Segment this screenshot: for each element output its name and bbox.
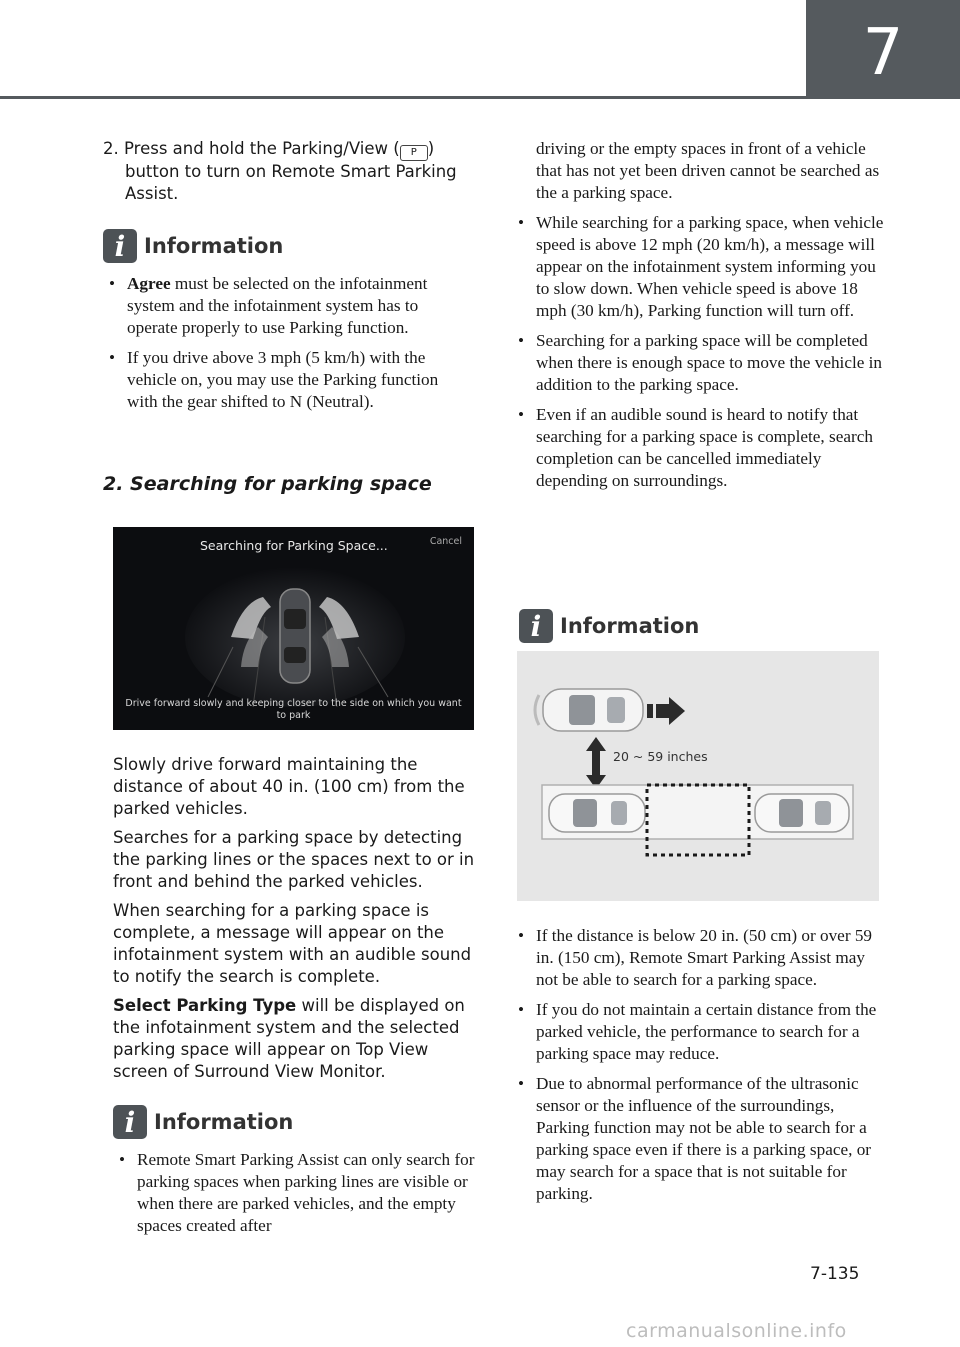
distance-label: 20 ~ 59 inches [613, 749, 708, 764]
list-item [512, 999, 884, 1065]
information-title: Information [560, 614, 700, 638]
bullet: • [119, 1150, 126, 1169]
information-icon: i [519, 609, 553, 643]
select-parking-type-term: Select Parking Type [113, 996, 297, 1015]
list-item-text: Remote Smart Parking Assist can only search for parking spaces when parking lines are visible or when there are parked vehicles, and the empty spaces created after [137, 1150, 475, 1235]
step-2-text-b: ) button to turn on Remote Smart Parking Assist. [125, 139, 457, 203]
bullet: • [518, 405, 525, 424]
list-item-text: While searching for a parking space, when vehicle speed is above 12 mph (20 km/h), a message will appear on the infotainment system informing you to slow down. When vehicle speed is above 18 mph (30 km/h), Parking function will turn off. [536, 213, 884, 320]
list-item [512, 925, 884, 991]
list-item [512, 330, 884, 396]
step-2 [103, 138, 473, 205]
bullet: • [518, 926, 525, 945]
distance-arrow [586, 737, 606, 789]
header-rule [0, 96, 806, 99]
screen-caption: Drive forward slowly and keeping closer to the side on which you want to park [125, 698, 462, 721]
list-item [512, 1073, 884, 1205]
list-item-text: If you drive above 3 mph (5 km/h) with the vehicle on, you may use the Parking function with the gear shifted to N (Neutral). [127, 348, 439, 411]
information-icon: i [113, 1105, 147, 1139]
list-item-text: must be selected on the infotainment system and the infotainment system has to operate properly to use Parking function. [127, 274, 428, 337]
moving-car [535, 689, 643, 731]
information-heading-2 [113, 1105, 475, 1139]
distance-diagram [517, 651, 879, 901]
list-item [512, 212, 884, 322]
parking-view-button-label: P [410, 147, 417, 158]
left-column [103, 138, 473, 495]
parked-car-right [755, 794, 849, 832]
list-item-text: Due to abnormal performance of the ultrasonic sensor or the influence of the surroundings, Parking function may not be able to search for a parking space even if there is a parking space, or may search for a space that is not suitable for parking. [536, 1074, 872, 1203]
information-heading-3 [519, 609, 699, 643]
bullet: • [518, 1074, 525, 1093]
list-item-text: Searching for a parking space will be completed when there is enough space to move the vehicle in addition to the parking space. [536, 331, 883, 394]
information-2-list-continued [512, 138, 884, 492]
list-item-text: Even if an audible sound is heard to notify that searching for a parking space is complete, search completion can be cancelled immediately depending on surroundings. [536, 405, 873, 490]
paragraph-3: When searching for a parking space is complete, a message will appear on the infotainment system with an audible sound to notify the search is complete. [113, 901, 472, 986]
information-heading-1 [103, 229, 473, 263]
list-item-text: If you do not maintain a certain distance from the parked vehicle, the performance to search for a parking space may reduce. [536, 1000, 877, 1063]
bullet: • [109, 274, 116, 293]
list-item-continued [512, 138, 884, 204]
bullet: • [518, 213, 525, 232]
information-title: Information [154, 1110, 294, 1134]
list-item-text: driving or the empty spaces in front of a vehicle that has not yet been driven cannot be searched as the a parking space. [536, 139, 880, 202]
information-3-list [512, 925, 884, 1213]
bullet: • [518, 331, 525, 350]
information-1-list [103, 273, 473, 413]
list-item [103, 347, 473, 413]
paragraph-4-text: will be displayed on the infotainment system and the selected parking space will appear on Top View screen of Surround View Monitor. [113, 996, 465, 1081]
section-title: 2. Searching for parking space [103, 473, 432, 495]
list-item [512, 404, 884, 492]
parking-view-button-icon [400, 145, 428, 161]
parking-search-screen [113, 527, 474, 730]
bullet: • [109, 348, 116, 367]
paragraph-4 [113, 995, 475, 1083]
agree-term: Agree [127, 274, 171, 293]
direction-arrow [647, 697, 685, 725]
chapter-tab: 7 [806, 0, 960, 99]
list-item [113, 1149, 475, 1237]
information-2-list [113, 1149, 475, 1237]
parked-car-left [549, 794, 645, 832]
screen-cancel-button: Cancel [429, 536, 462, 547]
left-body [113, 754, 475, 1245]
right-column [512, 138, 884, 500]
distance-diagram-art [517, 651, 879, 901]
paragraph-1: Slowly drive forward maintaining the distance of about 40 in. (100 cm) from the parked vehicles. [113, 755, 465, 818]
information-icon: i [103, 229, 137, 263]
paragraph-2: Searches for a parking space by detecting the parking lines or the spaces next to or in front and behind the parked vehicles. [113, 828, 475, 891]
information-title: Information [144, 234, 284, 258]
footer-watermark: carmanualsonline.info [626, 1320, 847, 1342]
list-item-text: If the distance is below 20 in. (50 cm) or over 59 in. (150 cm), Remote Smart Parking Assist may not be able to search for a parking space. [536, 926, 873, 989]
list-item [103, 273, 473, 339]
screen-title: Searching for Parking Space... [200, 538, 388, 553]
step-2-text-a: 2. Press and hold the Parking/View ( [103, 139, 400, 158]
page-number: 7-135 [810, 1264, 860, 1284]
bullet: • [518, 1000, 525, 1019]
